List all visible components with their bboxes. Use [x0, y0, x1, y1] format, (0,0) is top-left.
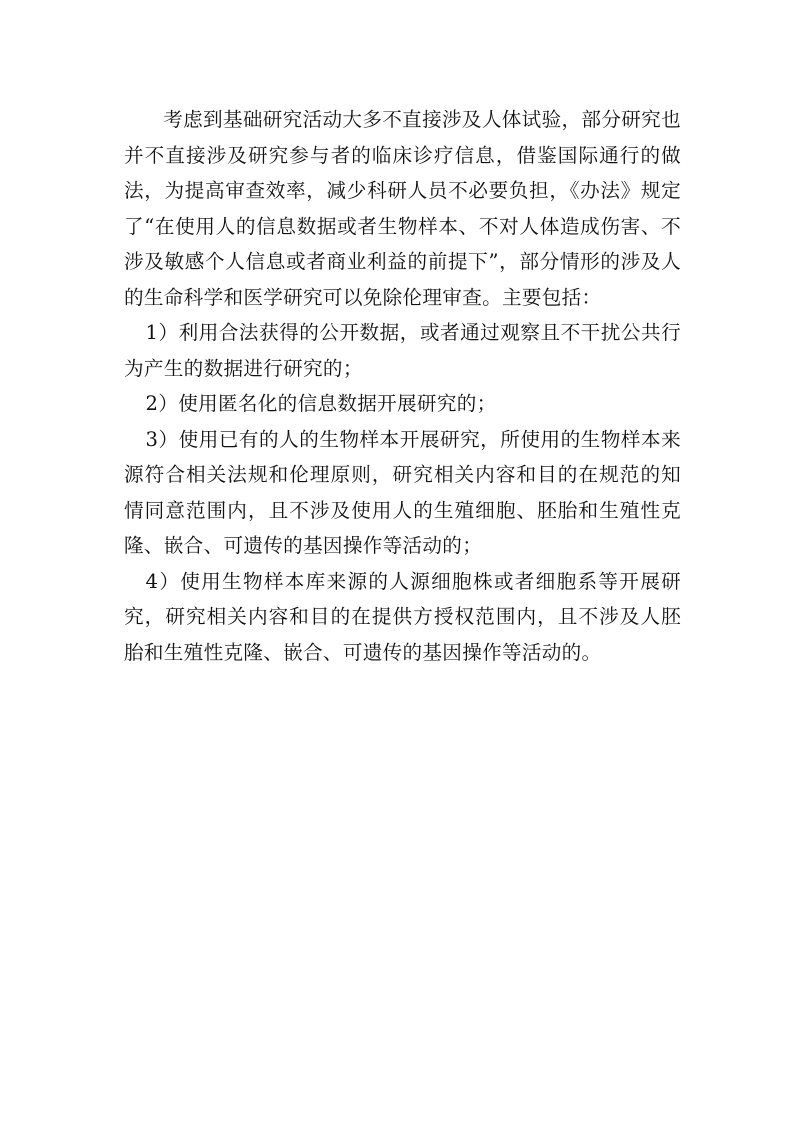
list-item-1: 1）利用合法获得的公开数据，或者通过观察且不干扰公共行为产生的数据进行研究的；: [124, 321, 681, 380]
list-item-3: 3）使用已有的人的生物样本开展研究，所使用的生物样本来源符合相关法规和伦理原则，研究相关内容和目的在规范的知情同意范围内，且不涉及使用人的生殖细胞、胚胎和生殖性克隆、嵌合、可遗传的基因操作等活动的；: [124, 427, 681, 557]
list-item-2: 2）使用匿名化的信息数据开展研究的；: [145, 392, 497, 415]
list-item-4: 4）使用生物样本库来源的人源细胞株或者细胞系等开展研究，研究相关内容和目的在提供方授权范围内，且不涉及人胚胎和生殖性克隆、嵌合、可遗传的基因操作等活动的。: [124, 569, 681, 664]
intro-paragraph: 考虑到基础研究活动大多不直接涉及人体试验，部分研究也并不直接涉及研究参与者的临床诊疗信息，借鉴国际通行的做法，为提高审查效率，减少科研人员不必要负担，《办法》规定了“在使用人的信息数据或者生物样本、不对人体造成伤害、不涉及敏感个人信息或者商业利益的前提下”，部分情形的涉及人的生命科学和医学研究可以免除伦理审查。主要包括：: [124, 108, 681, 309]
document-body: [124, 102, 681, 670]
